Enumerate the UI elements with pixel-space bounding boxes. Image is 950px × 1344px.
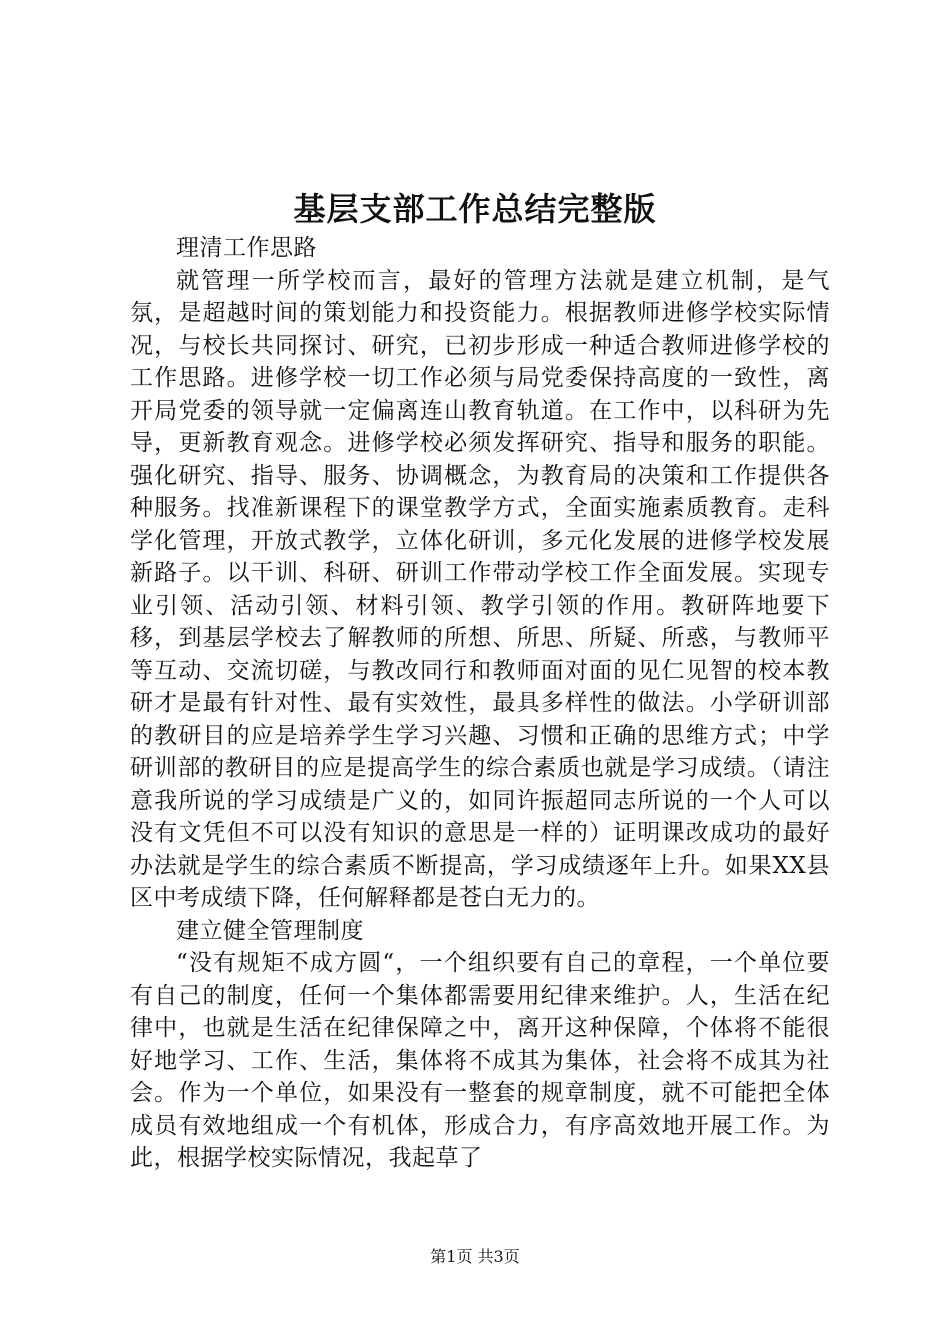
document-title: 基层支部工作总结完整版 xyxy=(293,190,657,228)
section-paragraph-1: 就管理一所学校而言，最好的管理方法就是建立机制，是气氛，是超越时间的策划能力和投资能力。根据教师进修学校实际情况，与校长共同探讨、研究，已初步形成一种适合教师进修学校的工作思路。进修学校一切工作必须与局党委保持高度的一致性，离开局党委的领导就一定偏离连山教育轨道。在工作中，以科研为先导，更新教育观念。进修学校必须发挥研究、指导和服务的职能。强化研究、指导、服务、协调概念，为教育局的决策和工作提供各种服务。找准新课程下的课堂教学方式，全面实施素质教育。走科学化管理，开放式教学，立体化研训，多元化发展的进修学校发展新路子。以干训、科研、研训工作带动学校工作全面发展。实现专业引领、活动引领、材料引领、教学引领的作用。教研阵地要下移，到基层学校去了解教师的所想、所思、所疑、所惑，与教师平等互动、交流切磋，与教改同行和教师面对面的见仁见智的校本教研才是最有针对性、最有实效性，最具多样性的做法。小学研训部的教研目的应是培养学生学习兴趣、习惯和正确的思维方式；中学研训部的教研目的应是提高学生的综合素质也就是学习成绩。（请注意我所说的学习成绩是广义的，如同许振超同志所说的一个人可以没有文凭但不可以没有知识的意思是一样的）证明课改成功的最好办法就是学生的综合素质不断提高，学习成绩逐年上升。如果XX县区中考成绩下降，任何解释都是苍白无力的。 xyxy=(130,267,830,911)
section-heading-1: 理清工作思路 xyxy=(176,235,317,261)
page-footer: 第1页 共3页 xyxy=(430,1247,520,1266)
document-body xyxy=(130,232,830,1175)
section-heading-2: 建立健全管理制度 xyxy=(176,917,364,944)
section-paragraph-2: “没有规矩不成方圆“，一个组织要有自己的章程，一个单位要有自己的制度，任何一个集体都需要用纪律来维护。人，生活在纪律中，也就是生活在纪律保障之中，离开这种保障，个体将不能很好地学习、工作、生活，集体将不成其为集体，社会将不成其为社会。作为一个单位，如果没有一整套的规章制度，就不可能把全体成员有效地组成一个有机体，形成合力，有序高效地开展工作。为此，根据学校实际情况，我起草了 xyxy=(130,950,830,1171)
